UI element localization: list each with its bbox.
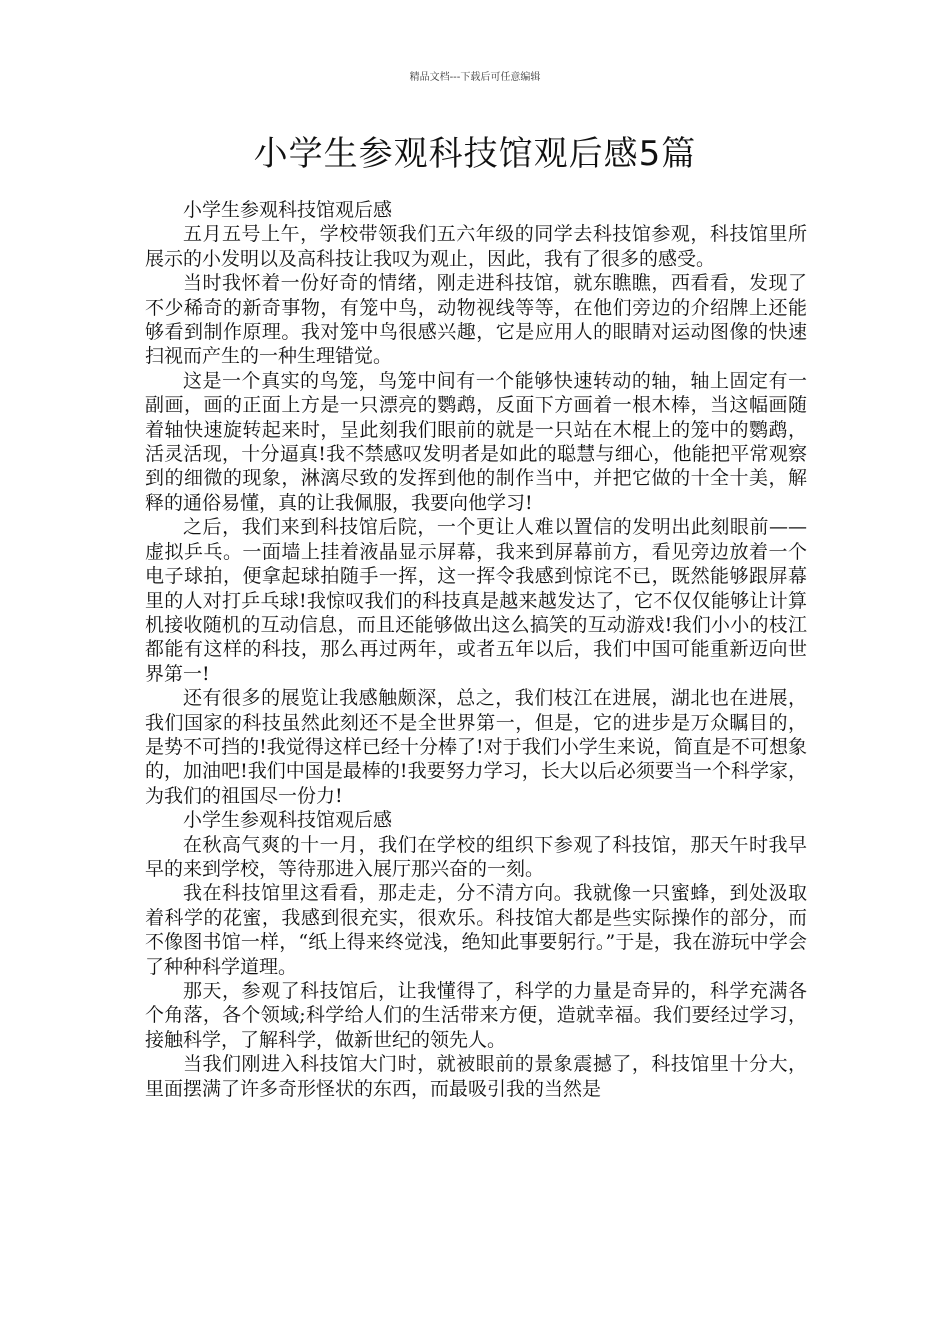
paragraph: 那天，参观了科技馆后，让我懂得了，科学的力量是奇异的，科学充满各个角落，各个领域;科学给人们的生活带来方便，造就幸福。我们要经过学习，接触科学，了解科学，做新世纪的领先人。	[145, 980, 807, 1051]
document-body	[145, 198, 807, 1101]
paragraph: 还有很多的展览让我感触颇深，总之，我们枝江在进展，湖北也在进展，我们国家的科技虽然此刻还不是全世界第一，但是，它的进步是万众瞩目的，是势不可挡的!我觉得这样已经十分棒了!对于我们小学生来说，简直是不可想象的，加油吧!我们中国是最棒的!我要努力学习，长大以后必须要当一个科学家，为我们的祖国尽一份力!	[145, 687, 807, 807]
document-title: 小学生参观科技馆观后感5篇	[253, 134, 697, 174]
paragraph: 之后，我们来到科技馆后院，一个更让人难以置信的发明出此刻眼前——虚拟乒乓。一面墙上挂着液晶显示屏幕，我来到屏幕前方，看见旁边放着一个电子球拍，便拿起球拍随手一挥，这一挥令我感到惊诧不已，既然能够跟屏幕里的人对打乒乓球!我惊叹我们的科技真是越来越发达了，它不仅仅能够让计算机接收随机的互动信息，而且还能够做出这么搞笑的互动游戏!我们小小的枝江都能有这样的科技，那么再过两年，或者五年以后，我们中国可能重新迈向世界第一!	[145, 516, 807, 685]
section-heading: 小学生参观科技馆观后感	[183, 199, 393, 221]
paragraph: 在秋高气爽的十一月，我们在学校的组织下参观了科技馆，那天午时我早早的来到学校，等待那进入展厅那兴奋的一刻。	[145, 833, 807, 880]
section-heading: 小学生参观科技馆观后感	[183, 809, 393, 832]
paragraph: 这是一个真实的鸟笼，鸟笼中间有一个能够快速转动的轴，轴上固定有一副画，画的正面上方是一只漂亮的鹦鹉，反面下方画着一根木棒，当这幅画随着轴快速旋转起来时，呈此刻我们眼前的就是一只站在木棍上的笼中的鹦鹉，活灵活现，十分逼真!我不禁感叹发明者是如此的聪慧与细心，他能把平常观察到的细微的现象，淋漓尽致的发挥到他的制作当中，并把它做的十全十美，解释的通俗易懂，真的让我佩服，我要向他学习!	[145, 369, 807, 514]
paragraph: 当我们刚进入科技馆大门时，就被眼前的景象震撼了，科技馆里十分大，里面摆满了许多奇形怪状的东西，而最吸引我的当然是	[145, 1053, 807, 1100]
paragraph: 当时我怀着一份好奇的情绪，刚走进科技馆，就东瞧瞧，西看看，发现了不少稀奇的新奇事物，有笼中鸟，动物视线等等，在他们旁边的介绍牌上还能够看到制作原理。我对笼中鸟很感兴趣，它是应用人的眼睛对运动图像的快速扫视而产生的一种生理错觉。	[145, 272, 807, 368]
header-note: 精品文档---下载后可任意编辑	[409, 72, 541, 83]
paragraph: 五月五号上午，学校带领我们五六年级的同学去科技馆参观，科技馆里所展示的小发明以及高科技让我叹为观止，因此，我有了很多的感受。	[145, 223, 807, 270]
paragraph: 我在科技馆里这看看，那走走，分不清方向。我就像一只蜜蜂，到处汲取着科学的花蜜，我感到很充实，很欢乐。科技馆大都是些实际操作的部分，而不像图书馆一样，“纸上得来终觉浅，绝知此事要躬行。”于是，我在游玩中学会了种种科学道理。	[145, 882, 807, 978]
